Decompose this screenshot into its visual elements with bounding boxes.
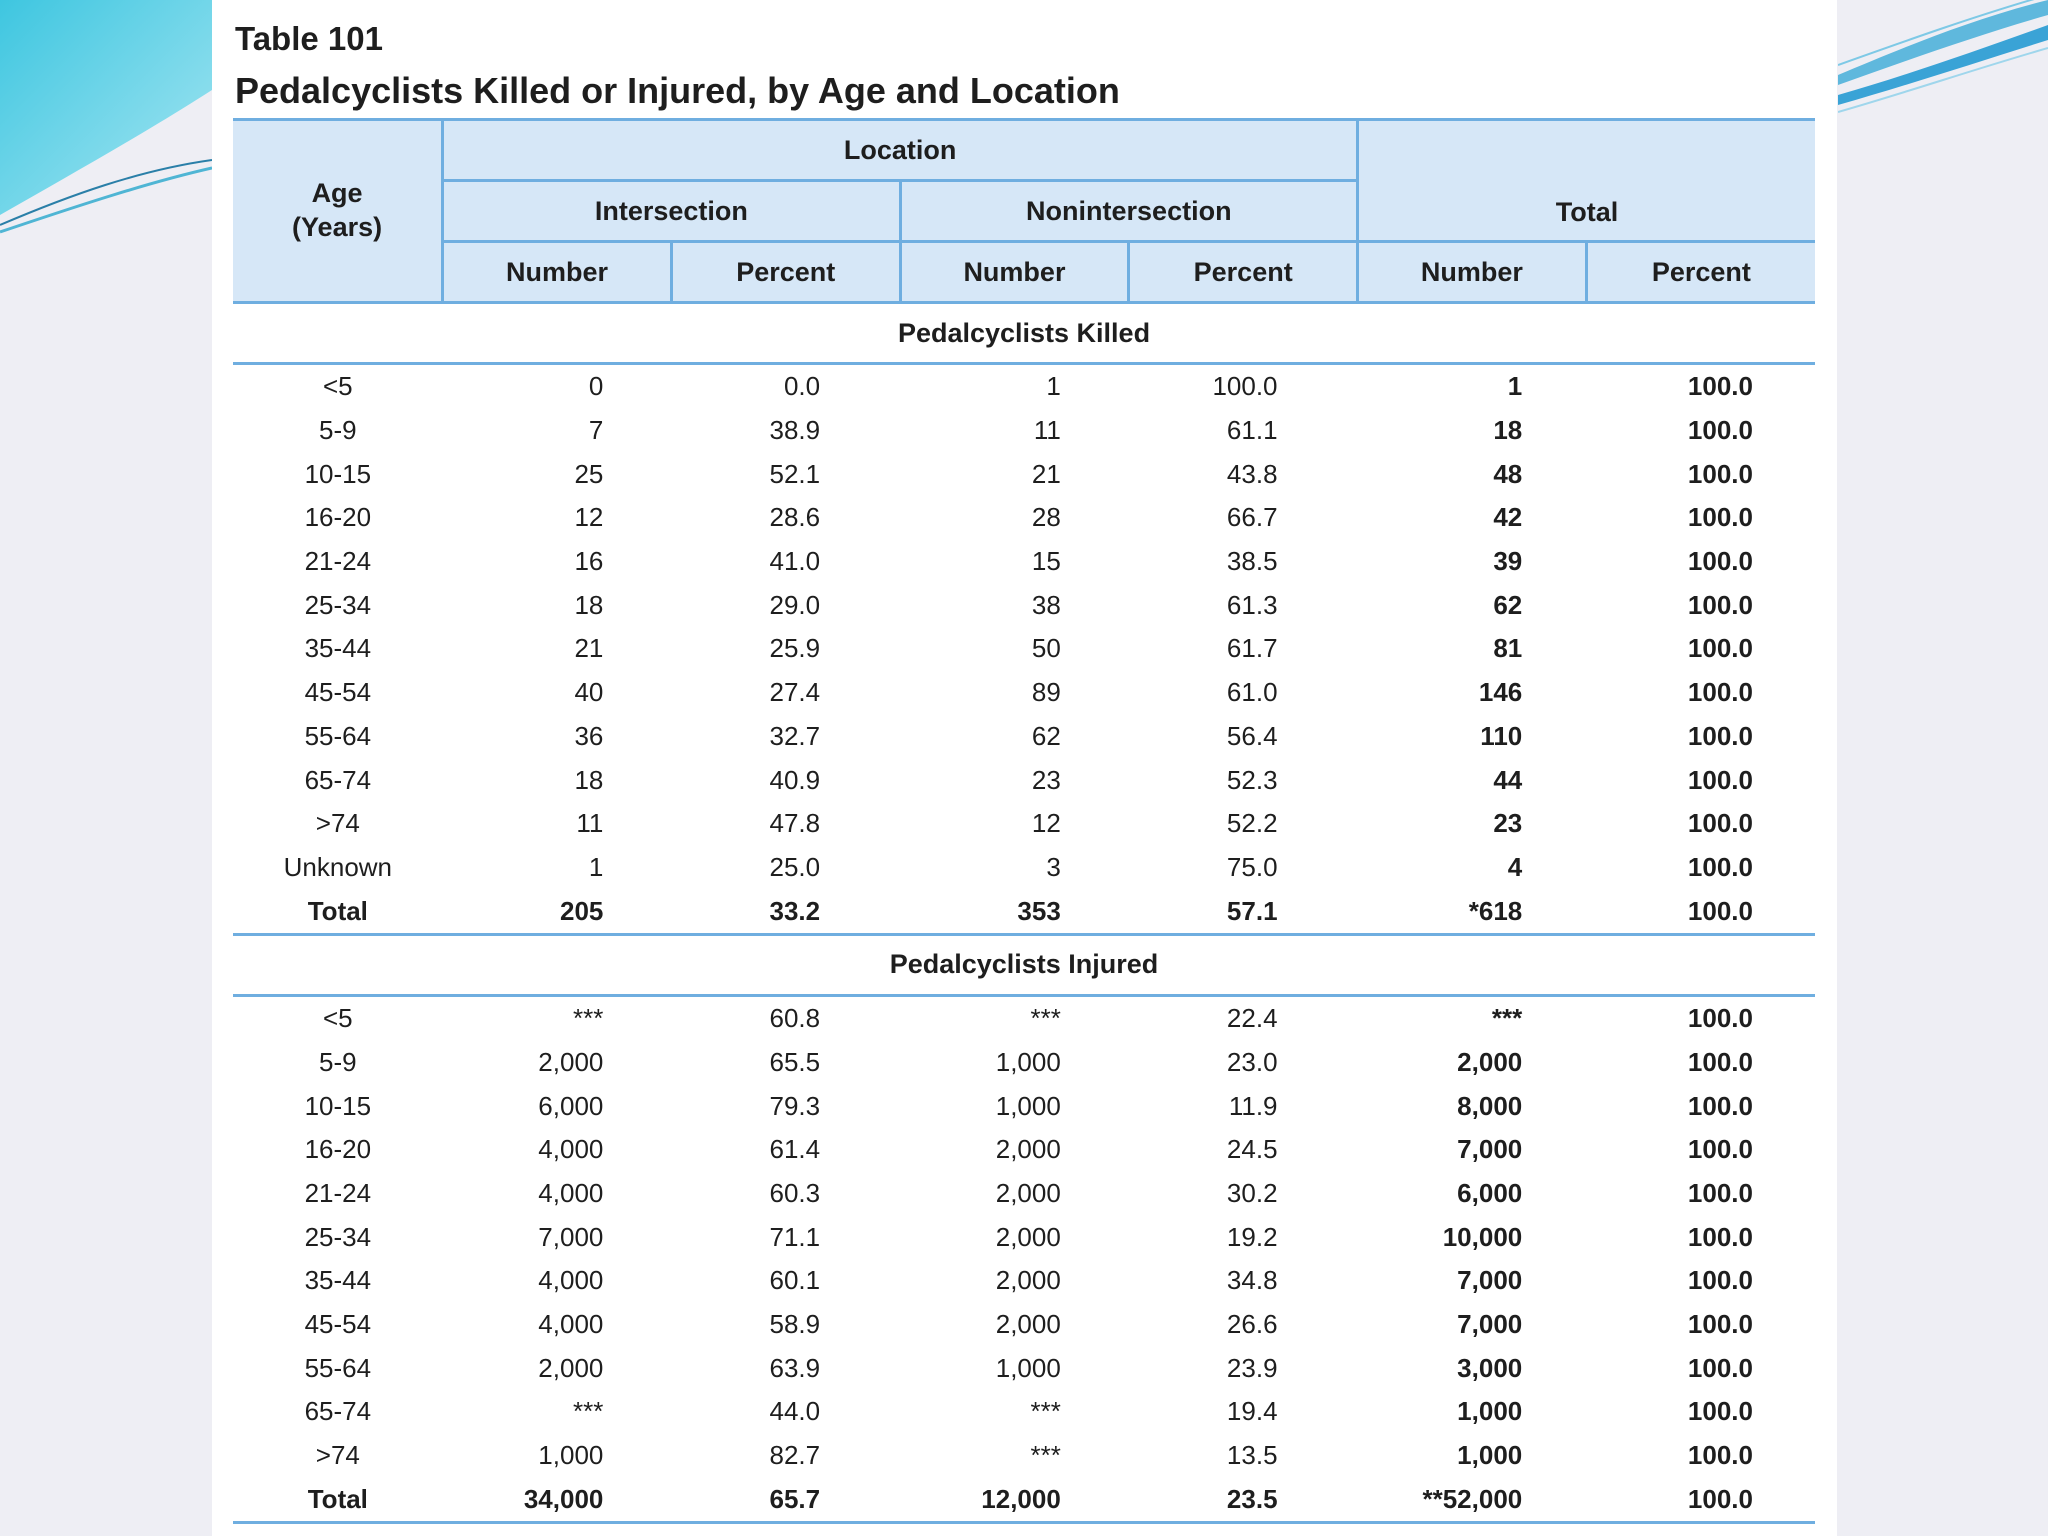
intersection-percent-cell: 65.7	[671, 1478, 900, 1523]
intersection-percent-cell: 65.5	[769, 1046, 821, 1077]
table-row	[233, 409, 1815, 453]
table-row	[233, 1303, 1815, 1347]
intersection-number-cell: 34,000	[443, 1478, 672, 1523]
nonintersection-number-cell: 1,000	[995, 1046, 1061, 1077]
intersection-percent-cell: 79.3	[769, 1090, 821, 1121]
total-percent-header: Percent	[1586, 242, 1815, 303]
age-cell: 21-24	[304, 1178, 372, 1209]
table-row	[233, 758, 1815, 802]
nonintersection-number-cell: 11	[1033, 415, 1061, 446]
intersection-percent-cell: 52.1	[769, 458, 821, 489]
age-cell: 10-15	[304, 458, 372, 489]
intersection-number-cell: 7	[588, 415, 604, 446]
section-header-row	[233, 303, 1815, 364]
total-number-cell: *618	[1468, 895, 1523, 926]
total-row	[233, 889, 1815, 934]
total-percent-cell: 100.0	[1687, 1134, 1753, 1165]
intersection-percent-cell: 29.0	[769, 589, 821, 620]
age-cell: 25-34	[304, 1221, 372, 1252]
nonintersection-number-cell: 3	[1046, 851, 1061, 882]
nonintersection-number-cell: 12,000	[900, 1478, 1129, 1523]
intersection-number-cell: 18	[574, 589, 604, 620]
nonintersection-number-cell: ***	[1030, 1440, 1061, 1471]
intersection-percent-cell: 61.4	[769, 1134, 821, 1165]
total-percent-cell: 100.0	[1687, 1396, 1753, 1427]
intersection-percent-cell: 28.6	[769, 502, 821, 533]
section-header-row	[233, 934, 1815, 995]
nonintersection-number-header: Number	[900, 242, 1129, 303]
age-cell: 65-74	[304, 1396, 372, 1427]
nonintersection-number-cell: 62	[1031, 720, 1061, 751]
nonintersection-percent-cell: 75.0	[1226, 851, 1278, 882]
intersection-number-cell: ***	[573, 1003, 604, 1034]
total-percent-cell: 100.0	[1687, 502, 1753, 533]
intersection-percent-cell: 41.0	[769, 546, 821, 577]
nonintersection-percent-cell: 61.3	[1226, 589, 1278, 620]
total-number-cell: 23	[1493, 808, 1523, 839]
nonintersection-percent-cell: 11.9	[1228, 1090, 1278, 1121]
table-title: Pedalcyclists Killed or Injured, by Age and Location	[235, 70, 1120, 111]
intersection-percent-cell: 25.0	[769, 851, 821, 882]
nonintersection-percent-cell: 23.5	[1129, 1478, 1358, 1523]
table-row	[233, 1128, 1815, 1172]
intersection-number-cell: 0	[588, 371, 604, 402]
intersection-number-cell: 6,000	[538, 1090, 604, 1121]
age-cell: Total	[307, 895, 368, 926]
total-percent-cell: 100.0	[1687, 415, 1753, 446]
total-percent-cell: 100.0	[1687, 851, 1753, 882]
total-percent-cell: 100.0	[1586, 1478, 1815, 1523]
intersection-number-cell: 11	[576, 808, 604, 839]
intersection-percent-cell: 32.7	[769, 720, 821, 751]
total-number-cell: 42	[1493, 502, 1523, 533]
right-corner-swoosh-decoration	[1838, 0, 2048, 130]
age-cell: 45-54	[304, 677, 372, 708]
total-number-cell: 81	[1493, 633, 1523, 664]
total-number-cell: 8,000	[1457, 1090, 1523, 1121]
nonintersection-percent-cell: 38.5	[1226, 546, 1278, 577]
table-row	[233, 802, 1815, 846]
total-number-cell: 7,000	[1457, 1265, 1523, 1296]
total-number-cell: 48	[1493, 458, 1523, 489]
age-unit-label: (Years)	[292, 212, 383, 242]
nonintersection-number-cell: 1,000	[995, 1352, 1061, 1383]
table-row	[233, 496, 1815, 540]
total-row	[233, 1478, 1815, 1523]
nonintersection-percent-cell: 19.2	[1226, 1221, 1278, 1252]
nonintersection-number-cell: 89	[1031, 677, 1061, 708]
intersection-number-header: Number	[443, 242, 672, 303]
age-cell: >74	[315, 1440, 360, 1471]
table-row	[233, 540, 1815, 584]
total-number-cell: 10,000	[1442, 1221, 1523, 1252]
table-row	[233, 995, 1815, 1040]
age-cell: Total	[233, 1478, 443, 1523]
nonintersection-percent-cell: 34.8	[1226, 1265, 1278, 1296]
table-number: Table 101	[235, 20, 383, 57]
nonintersection-percent-cell: 61.1	[1226, 415, 1278, 446]
age-cell: 45-54	[304, 1309, 372, 1340]
nonintersection-percent-cell: 24.5	[1226, 1134, 1278, 1165]
age-cell: 35-44	[304, 633, 372, 664]
table-body	[233, 303, 1815, 1523]
table-row	[233, 452, 1815, 496]
intersection-number-cell: 16	[574, 546, 604, 577]
table-row	[233, 1434, 1815, 1478]
table-row	[233, 1346, 1815, 1390]
section-title: Pedalcyclists Killed	[233, 303, 1815, 364]
nonintersection-percent-cell: 66.7	[1226, 502, 1278, 533]
intersection-number-cell: 1	[588, 851, 604, 882]
nonintersection-percent-header: Percent	[1129, 242, 1358, 303]
age-cell: <5	[323, 1003, 353, 1034]
nonintersection-number-cell: 353	[1017, 895, 1061, 926]
total-number-cell: 7,000	[1457, 1134, 1523, 1165]
total-percent-cell: 100.0	[1687, 808, 1753, 839]
intersection-number-cell: 2,000	[538, 1046, 604, 1077]
intersection-percent-cell: 60.3	[769, 1178, 821, 1209]
age-cell: 65-74	[304, 764, 372, 795]
intersection-number-cell: 12	[574, 502, 604, 533]
total-number-cell: 7,000	[1457, 1309, 1523, 1340]
total-percent-cell: 100.0	[1687, 1046, 1753, 1077]
intersection-number-cell: 4,000	[538, 1134, 604, 1165]
nonintersection-percent-cell: 52.2	[1226, 808, 1278, 839]
total-percent-cell: 100.0	[1687, 371, 1753, 402]
total-percent-cell: 100.0	[1687, 1352, 1753, 1383]
table-row	[233, 627, 1815, 671]
total-percent-cell: 100.0	[1687, 1178, 1753, 1209]
total-percent-cell: 100.0	[1687, 546, 1753, 577]
total-percent-cell: 100.0	[1687, 1221, 1753, 1252]
intersection-percent-cell: 38.9	[769, 415, 821, 446]
age-cell: 21-24	[304, 546, 372, 577]
intersection-number-cell: 4,000	[538, 1309, 604, 1340]
intersection-percent-cell: 58.9	[769, 1309, 821, 1340]
nonintersection-number-cell: 2,000	[995, 1265, 1061, 1296]
intersection-number-cell: 205	[559, 895, 604, 926]
age-cell: Unknown	[283, 851, 393, 882]
age-cell: 55-64	[304, 720, 372, 751]
total-number-cell: 4	[1507, 851, 1523, 882]
age-cell: 35-44	[304, 1265, 372, 1296]
table-row	[233, 671, 1815, 715]
nonintersection-percent-cell: 30.2	[1226, 1178, 1278, 1209]
age-cell: 10-15	[304, 1090, 372, 1121]
intersection-number-cell: 18	[574, 764, 604, 795]
nonintersection-percent-cell: 100.0	[1212, 371, 1278, 402]
total-percent-cell: 100.0	[1687, 1090, 1753, 1121]
nonintersection-percent-cell: 61.0	[1226, 677, 1278, 708]
table-row	[233, 1215, 1815, 1259]
table-row	[233, 1084, 1815, 1128]
total-percent-cell: 100.0	[1687, 895, 1753, 926]
intersection-percent-cell: 0.0	[783, 371, 821, 402]
nonintersection-number-cell: 2,000	[995, 1134, 1061, 1165]
table-row	[233, 364, 1815, 409]
table-row	[233, 1390, 1815, 1434]
intersection-percent-cell: 82.7	[769, 1440, 821, 1471]
intersection-number-cell: 36	[574, 720, 604, 751]
intersection-percent-cell: 60.8	[769, 1003, 821, 1034]
location-header: Location	[443, 120, 1358, 181]
nonintersection-percent-cell: 23.0	[1226, 1046, 1278, 1077]
total-number-cell: 110	[1480, 720, 1523, 751]
total-percent-cell: 100.0	[1687, 720, 1753, 751]
intersection-number-cell: 25	[574, 458, 604, 489]
intersection-percent-cell: 71.1	[769, 1221, 821, 1252]
intersection-percent-cell: 47.8	[769, 808, 821, 839]
table-header	[233, 120, 1815, 303]
total-number-cell: 6,000	[1457, 1178, 1523, 1209]
total-number-cell: 18	[1493, 415, 1523, 446]
section-title: Pedalcyclists Injured	[233, 934, 1815, 995]
total-header: Total	[1358, 120, 1815, 242]
nonintersection-percent-cell: 43.8	[1226, 458, 1278, 489]
total-number-cell: 1,000	[1457, 1396, 1523, 1427]
total-percent-cell: 100.0	[1687, 1440, 1753, 1471]
intersection-percent-cell: 40.9	[769, 764, 821, 795]
table-row	[233, 583, 1815, 627]
total-percent-cell: 100.0	[1687, 1309, 1753, 1340]
total-number-cell: **52,000	[1358, 1478, 1587, 1523]
nonintersection-number-cell: 12	[1031, 808, 1061, 839]
age-cell: 16-20	[304, 1134, 372, 1165]
total-percent-cell: 100.0	[1687, 764, 1753, 795]
table-row	[233, 846, 1815, 890]
left-corner-swoosh-decoration	[0, 0, 212, 240]
intersection-percent-cell: 25.9	[769, 633, 821, 664]
intersection-percent-cell: 44.0	[769, 1396, 821, 1427]
intersection-number-cell: 2,000	[538, 1352, 604, 1383]
nonintersection-number-cell: 28	[1031, 502, 1061, 533]
intersection-number-cell: 21	[574, 633, 604, 664]
total-number-cell: 44	[1493, 764, 1523, 795]
nonintersection-number-cell: 50	[1031, 633, 1061, 664]
nonintersection-number-cell: 23	[1031, 764, 1061, 795]
intersection-number-cell: 4,000	[538, 1178, 604, 1209]
total-number-cell: 39	[1493, 546, 1523, 577]
age-cell: 16-20	[304, 502, 372, 533]
age-cell: >74	[315, 808, 360, 839]
nonintersection-percent-cell: 19.4	[1226, 1396, 1278, 1427]
age-column-header	[233, 120, 443, 303]
intersection-percent-cell: 60.1	[769, 1265, 821, 1296]
nonintersection-percent-cell: 56.4	[1226, 720, 1278, 751]
total-percent-cell: 100.0	[1687, 677, 1753, 708]
total-number-cell: 3,000	[1457, 1352, 1523, 1383]
intersection-percent-header: Percent	[671, 242, 900, 303]
total-percent-cell: 100.0	[1687, 589, 1753, 620]
nonintersection-number-cell: 2,000	[995, 1309, 1061, 1340]
total-number-cell: 1	[1507, 371, 1523, 402]
nonintersection-percent-cell: 26.6	[1226, 1309, 1278, 1340]
nonintersection-header: Nonintersection	[900, 181, 1357, 242]
nonintersection-number-cell: ***	[1030, 1003, 1061, 1034]
table-row	[233, 1041, 1815, 1085]
total-number-cell: ***	[1491, 1003, 1523, 1034]
total-number-header: Number	[1358, 242, 1587, 303]
nonintersection-number-cell: 1,000	[995, 1090, 1061, 1121]
intersection-number-cell: 7,000	[538, 1221, 604, 1252]
age-header-label: Age	[311, 178, 363, 209]
table-row	[233, 1259, 1815, 1303]
pedalcyclists-table	[233, 118, 1815, 1524]
intersection-number-cell: 1,000	[538, 1440, 604, 1471]
nonintersection-percent-cell: 23.9	[1226, 1352, 1278, 1383]
nonintersection-number-cell: 1	[1046, 371, 1061, 402]
intersection-percent-cell: 33.2	[769, 895, 821, 926]
nonintersection-number-cell: 15	[1031, 546, 1061, 577]
nonintersection-number-cell: 2,000	[995, 1221, 1061, 1252]
total-percent-cell: 100.0	[1687, 1003, 1753, 1034]
intersection-header: Intersection	[443, 181, 900, 242]
nonintersection-percent-cell: 13.5	[1226, 1440, 1278, 1471]
nonintersection-percent-cell: 57.1	[1226, 895, 1278, 926]
age-cell: <5	[323, 371, 353, 402]
intersection-percent-cell: 63.9	[769, 1352, 821, 1383]
nonintersection-number-cell: 21	[1031, 458, 1061, 489]
nonintersection-number-cell: 38	[1031, 589, 1061, 620]
table-row	[233, 715, 1815, 759]
total-percent-cell: 100.0	[1687, 1265, 1753, 1296]
nonintersection-number-cell: 2,000	[995, 1178, 1061, 1209]
total-percent-cell: 100.0	[1687, 458, 1753, 489]
nonintersection-percent-cell: 61.7	[1226, 633, 1278, 664]
intersection-percent-cell: 27.4	[769, 677, 821, 708]
intersection-number-cell: 40	[574, 677, 604, 708]
age-cell: 55-64	[304, 1352, 372, 1383]
nonintersection-percent-cell: 22.4	[1226, 1003, 1278, 1034]
age-cell: 5-9	[319, 1046, 357, 1077]
table-row	[233, 1172, 1815, 1216]
total-number-cell: 146	[1478, 677, 1523, 708]
total-number-cell: 1,000	[1457, 1440, 1523, 1471]
intersection-number-cell: ***	[573, 1396, 604, 1427]
nonintersection-number-cell: ***	[1030, 1396, 1061, 1427]
age-cell: 5-9	[319, 415, 357, 446]
nonintersection-percent-cell: 52.3	[1226, 764, 1278, 795]
intersection-number-cell: 4,000	[538, 1265, 604, 1296]
total-number-cell: 62	[1493, 589, 1523, 620]
total-number-cell: 2,000	[1457, 1046, 1523, 1077]
age-cell: 25-34	[304, 589, 372, 620]
total-percent-cell: 100.0	[1687, 633, 1753, 664]
